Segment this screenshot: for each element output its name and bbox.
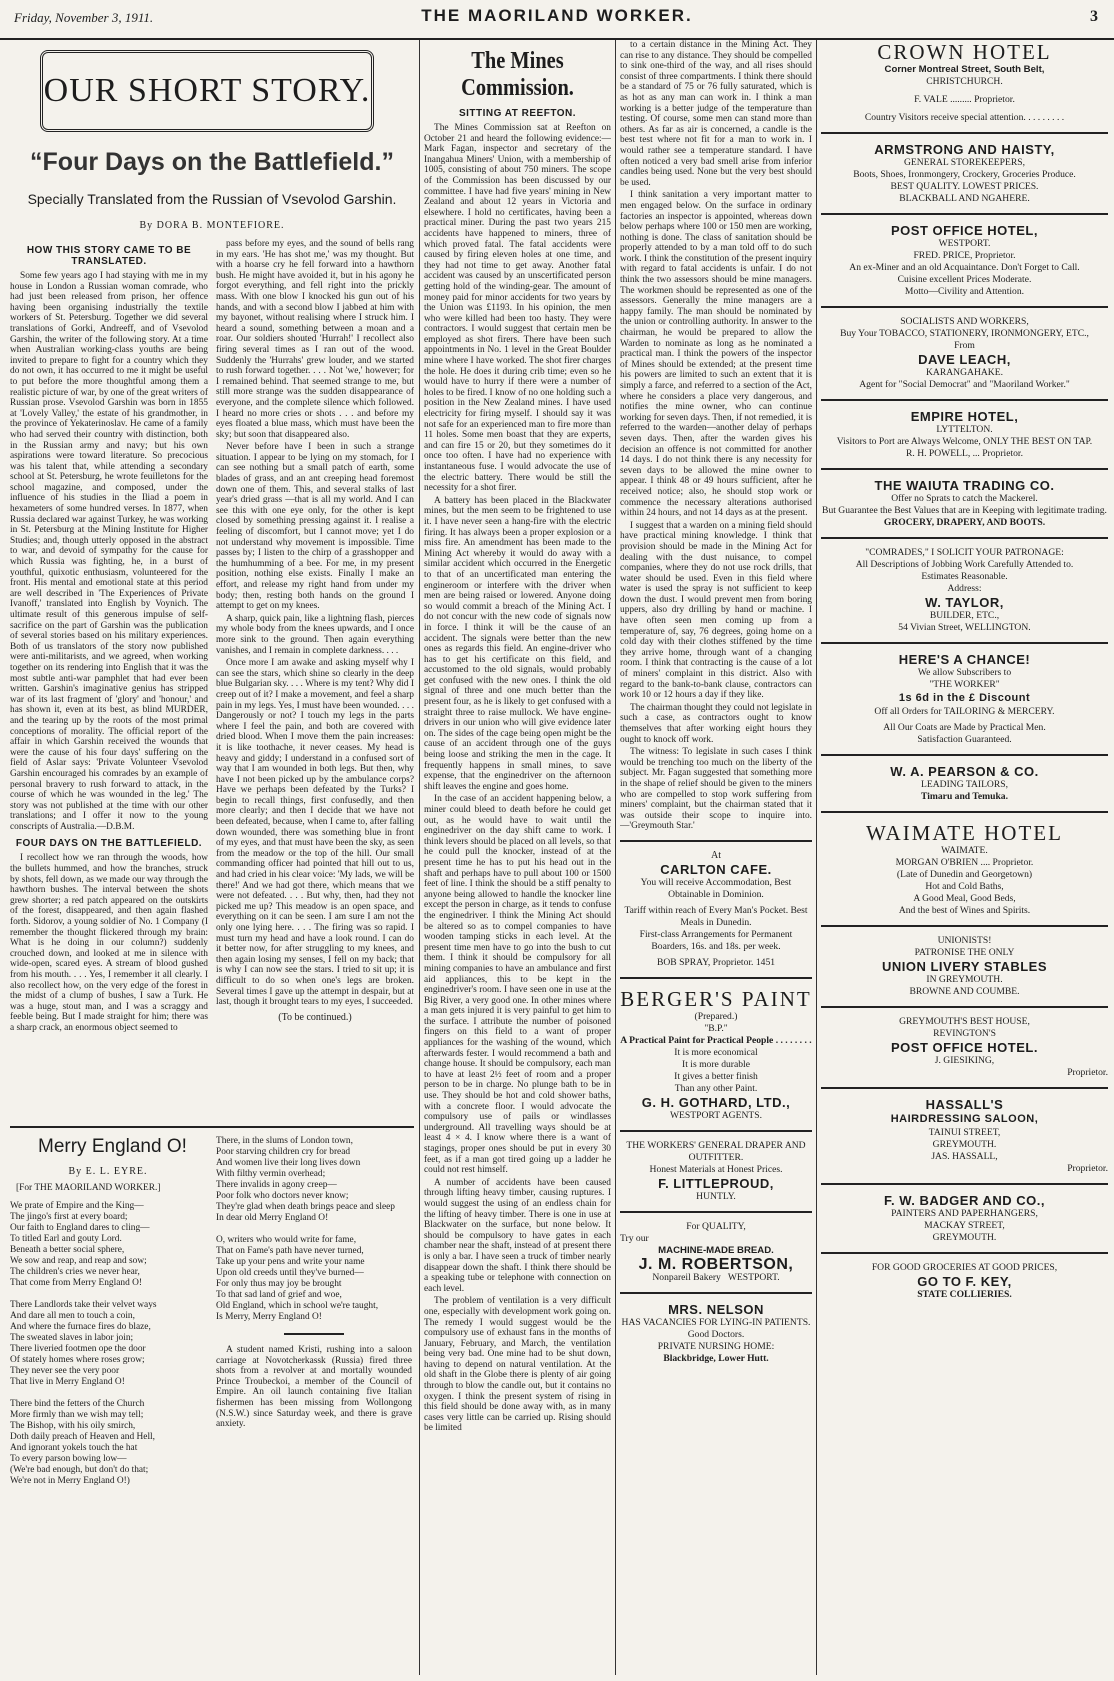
mines-paragraph: The witness: To legislate in such cases I think would be trenching too much on the liberty of the subject. Mr. Fagan suggested that something more in the shape of relief should be given to the miners who are compelled to stop work suffering from miners' complaint, but the chairman stated that it was outside their scope to inquire into.—'Greymouth Star.' [620, 747, 812, 832]
divider [620, 1130, 812, 1132]
ad-heading: THE WAIUTA TRADING CO. [874, 478, 1055, 493]
ad-text: F. VALE ......... Proprietor. [914, 94, 1015, 105]
story-col-2 [216, 239, 414, 1036]
ad-heading: W. TAYLOR, [925, 595, 1004, 610]
mines-paragraph: The problem of ventilation is a very difficult one, especially with development work going on. The remedy I would suggest would be the compulsory use of exhaust fans in the months of January, February, and March, the ventilation being very bad. One mine had to be shut down, having to depend on natural ventilation. At the old shaft in the Globe there is plenty of air going through to blow the candle out, but it contains no oxygen. I think the present system of rising in this field should be done away with, as in many cases very little can be carried up. Rising should be limited [424, 1296, 611, 1434]
poem-line: Doth daily preach of Heaven and Hell, [10, 1432, 155, 1442]
poem-line: There liveried footmen ope the door [10, 1344, 146, 1354]
story-paragraph: I recollect how we ran through the woods, how the bullets hummed, and how the branches, struck by shots, fell down, as we made our way through the hawthorn bushes. The interval between the shots grew shorter; a red patch appeared on the outskirts of the forest, disappeared, and then again flashed forth. Sidorov, a young soldier of No. 1 Company (I remember the thought flickered through my brain: What is he doing in our column?) suddenly crouched down, and looked at me in silence with wide-open, scared eyes. A stream of blood gushed from his mouth. . . . Yes, I remember it all clearly. I also recollect how, on the very edge of the forest in the midst of a clump of bushes, I saw a Turk. He was a huge, stout man, and I was a scraggy and feeble being. But I made straight for him; there was a sharp crack, an enormous object seemed to [10, 853, 208, 1033]
story-paragraph: pass before my eyes, and the sound of bells rang in my ears. 'He has shot me,' was my thought. But with a hoarse cry he fell forward into a hawthorn bush. He might have avoided it, but in his agony he forgot everything, and fell right into the prickly mass. With one blow I knocked his gun out of his hands, and with a second blow I jabbed at him with my bayonet, without realising where I struck him. I heard a sound, something between a moan and a roar. Our soldiers shouted 'Hurrah!' I recollect also firing several times as I ran out of the wood. Suddenly the 'Hurrahs' grew louder, and we started to rush forward together. . . . Not 'we,' however; for I remained behind. That seemed strange to me, but still more strange was the sudden disappearance of everyone, and the complete silence which followed. I heard no more cries or shots . . . and before my eyes floated a blue mass, which must have been the sky; but soon that disappeared also. [216, 239, 414, 440]
ad-text: (Prepared.) [694, 1010, 738, 1022]
ad-text: UNIONISTS! [937, 935, 992, 946]
ad-text: THE WORKERS' GENERAL DRAPER AND OUTFITTER. [626, 1139, 806, 1163]
divider [821, 306, 1108, 308]
story-banner [40, 50, 374, 132]
advertisements-column [821, 40, 1108, 1676]
masthead: THE MAORILAND WORKER. [421, 6, 693, 25]
ad-heading: HASSALL'S [925, 1097, 1004, 1112]
poem-line: They're glad when death brings peace and sleep [216, 1202, 395, 1212]
ad-text: Corner Montreal Street, South Belt, [884, 64, 1045, 75]
ad-carlton-cafe [620, 850, 812, 969]
ad-text: BOB SPRAY, Proprietor. [656, 956, 754, 968]
ad-text: We allow Subscribers to [917, 667, 1012, 678]
poem-line: The jingo's first at every board; [10, 1212, 128, 1222]
ad-heading: WAIMATE HOTEL [866, 821, 1063, 845]
poem-title: Merry England O! [38, 1136, 187, 1157]
ad-text: REVINGTON'S [933, 1028, 996, 1039]
poem-line: There, in the slums of London town, [216, 1136, 353, 1146]
ad-text: BUILDER, ETC., [929, 610, 1000, 621]
divider [821, 399, 1108, 401]
ad-text: GREYMOUTH. [932, 1139, 997, 1150]
ad-text: Timaru and Temuka. [921, 791, 1008, 802]
mines-paragraph: The chairman thought they could not legislate in such a case, as contractors ought to know themselves that after working eight hours they ought to knock off work. [620, 702, 812, 745]
poem-line: Old England, which in school we're taught, [216, 1301, 379, 1311]
ad-text: HAIRDRESSING SALOON, [890, 1113, 1039, 1125]
column-rule [419, 40, 420, 1675]
ad-union-livery [821, 935, 1108, 998]
ad-text: HUNTLY. [696, 1190, 736, 1202]
poem-line: Is Merry, Merry England O! [216, 1312, 322, 1322]
ad-text: BEST QUALITY. LOWEST PRICES. [890, 181, 1039, 192]
ad-bergers-paint [620, 987, 812, 1122]
ad-text: It gives a better finish [674, 1070, 758, 1082]
poem-line: They never see the very poor [10, 1366, 120, 1376]
ad-text: Visitors to Port are Always Welcome, ONLY THE BEST ON TAP. [836, 436, 1093, 447]
story-paragraph: A sharp, quick pain, like a lightning flash, pierces my whole body from the knees upwards, and I once more sink to the ground. Then again everything vanishes, and I remain in complete darkness. . . . [216, 613, 414, 656]
mines-paragraph: The Mines Commission sat at Reefton on October 21 and heard the following evidence:— Mark Fagan, inspector and secretary of the Inangahua Miners' Union, with a membership of 1005, consisting of about 750 miners. The scope of the Commission has been discussed by our committee. I have had five years' mining in New Zealand and about 12 years in Victoria and elsewhere. I hold no certificates, having been a practical miner. During the past two years 215 accidents have happened to miners, three of which proved fatal. The fatal accidents were caused by firing eleven holes at one time, and they had not time to get away. Another fatal accident was caused by an unscertificated person getting hold of the winding-gear. The amount of money paid for minor accidents for two years by the Union was £1193. In his opinion, the men who were killed had been too hasty. They were contractors. I would suggest that certain men be employed as shot firers. There have been such appointments in No. 1 level in the Great Boulder mine where I have worked. The shot firer charges the hole. He does it during crib time; even so he would have to hurry if there were a number of holes to be fired. I know of no one holding such a position in the New Zealand mines. I have used electricity for firing myself. I should say it was not safe for an experienced man to fire more than 11 holes. Some men boast that they are experts, and can fire 15 or 20, but they sometimes do it once too often. I have had no experience with instantaneous fuse. I would advocate the use of the electric battery. There would be still the necessity for a shot firer. [424, 123, 611, 494]
ad-w-taylor [821, 547, 1108, 634]
poem-stanzas [216, 1136, 412, 1323]
poem-line: There bind the fetters of the Church [10, 1399, 145, 1409]
poem-line: To that sad land of grief and woe, [216, 1290, 342, 1300]
ad-text: You will receive Accommodation, Best Obtainable in Dominion. [640, 876, 792, 900]
ad-heading: BERGER'S PAINT [620, 986, 812, 1011]
ad-text: GENERAL STOREKEEPERS, [904, 157, 1025, 168]
ad-text: MACKAY STREET, [924, 1220, 1005, 1231]
story-heading-2: FOUR DAYS ON THE BATTLEFIELD. [15, 838, 203, 850]
mines-title: The Mines Commission. [461, 48, 574, 101]
poem-line: There invalids in agony creep— [216, 1180, 337, 1190]
ad-waimate-hotel [821, 821, 1108, 917]
ad-heading: G. H. GOTHARD, LTD., [641, 1094, 791, 1110]
divider [620, 1211, 812, 1213]
poem-byline: By E. L. EYRE. [68, 1166, 148, 1177]
poem-line: And where the furnace fires do blaze, [10, 1322, 151, 1332]
ad-text: At [711, 849, 721, 861]
ad-text: Nonpareil Bakery [652, 1271, 721, 1283]
ad-heading: ARMSTRONG AND HAISTY, [874, 142, 1055, 157]
ad-text: PRIVATE NURSING HOME: [657, 1340, 775, 1352]
column-rule [816, 40, 817, 1675]
ad-text: "B.P." [704, 1022, 728, 1034]
poem-line: In dear old Merry England O! [216, 1213, 329, 1223]
ad-post-office-hotel-westport [821, 223, 1108, 298]
story-paragraph: Never before have I been in such a strange situation. I appear to be lying on my stomach, for I can see nothing but a small patch of earth, some blades of grass, and an ant creeping head foremost down one of them. This, and several stalks of last year's dried grass —that is all my world. And I can see this with one eye only, for the other is kept closed by something pressing against it. I realise a feeling of discomfort, but I cannot move; yet I do not understand why movement is impossible. Time passes by; I listen to the chirp of a grasshopper and the humhumming of a bee. For me, in my present position, nothing else exists. Finally I make an effort, and release my right hand from under my body; then, resting both hands on the ground I attempt to get on my knees. [216, 442, 414, 612]
divider [821, 642, 1108, 644]
divider [821, 1006, 1108, 1008]
ad-text: STATE COLLIERIES. [917, 1289, 1012, 1300]
story-paragraph: Some few years ago I had staying with me in my house in London a Russian woman comrade, who had just been released from prison, her offence having been organising industrially the textile workers of St. Petersburg. Together we did several translations of Gorki, Andreeff, and of Vsevolod Garshin, the writer of the following story. At a time when Australian working-class youths are being invited to prepare to fight for a country which they do not own, it has occurred to me it might be useful to put before the more thoughtful among them a realistic picture of war, by one of the great writers of Russian prose. Vsevolod Garshin was born in 1855 at 'Lovely Valley,' the estate of his grandmother, in the province of Yekaterinoslav. He came of a family who had served their country with distinction, both in the Russian army and navy; but his own aspirations were toward literature. So precocious was his talent that, while attending a secondary school at St. Petersburg, he wrote feuilletons for the school magazine, and composed, under the influence of his studies in the Iliad a poem in hexameters of some hundred verses. In 1877, when Russia declared war against Turkey, he was working in St. Petersburg at the Mining Institute for Higher Studies; and, though utterly opposed in the abstract to war, and devoid of sympathy for the cause for which Russia was fighting, he, in a burst of youthful, quixotic enthusiasm, volunteered for the front. His mental and emotional state at this period are well described in 'The Experiences of Private Ivanoff,' translated into English by Voynich. The ultimate result of this generous impulse of self-sacrifice on the part of Garshin was the publication of several stories based on his military experiences. Both of us translators of the story now published were anti-militarists, and we agreed, when working together on its rendering into English that it was the most subtle anti-war pamphlet that had ever been written. Garshin's imaginative genius has stripped war of its last fragment of 'glory' and 'honour,' and has shown it, even at its best, as blind MURDER, and the tearing up by the roots of the most primal conceptions of morality. The official report of the affair in which Garshin received the wounds that were the cause of his four days' suffering on the field of Aslar says: 'Private Volunteer Vsevolod Garshin encouraged his comrades by an example of personal bravery to rush forward to attack, in the course of which he was wounded in the leg.' The story was not published at the time with our other translations; and I offer it now to the young conscripts of Australia.—D.B.M. [10, 271, 208, 832]
ad-number: 1451 [755, 956, 776, 968]
column-rule [615, 40, 616, 1675]
ad-text: Agent for "Social Democrat" and "Maoriland Worker." [859, 379, 1070, 390]
divider [284, 1333, 344, 1335]
ad-heres-a-chance [821, 652, 1108, 746]
ad-text: 1s 6d in the £ Discount [898, 692, 1031, 704]
divider [821, 468, 1108, 470]
ad-bread [620, 1221, 812, 1284]
ad-text: Blackbridge, Lower Hutt. [663, 1352, 769, 1364]
poem-line: Poor folk who doctors never know; [216, 1191, 349, 1201]
poem-col-1 [10, 1128, 206, 1495]
mines-subhead: SITTING AT REEFTON. [458, 108, 577, 119]
ad-text: R. H. POWELL, ... Proprietor. [906, 448, 1023, 459]
poem-col-2 [216, 1128, 412, 1495]
ad-text: BLACKBALL AND NGAHERE. [899, 193, 1030, 204]
ad-text: All Our Coats are Made by Practical Men. [883, 722, 1046, 733]
ad-text: Cuisine excellent Prices Moderate. [897, 274, 1032, 285]
poem-line: (We're bad enough, but don't do that; [10, 1465, 149, 1475]
story-col-1 [10, 239, 208, 1036]
ad-heading: J. M. ROBERTSON, [638, 1255, 794, 1273]
ad-heading: CROWN HOTEL [877, 40, 1052, 64]
poem-line: Our faith to England dares to cling— [10, 1223, 150, 1233]
ad-heading: W. A. PEARSON & CO. [890, 764, 1039, 779]
to-be-continued: (To be continued.) [278, 1011, 352, 1023]
poem-line: To titled Earl and gouty Lord. [10, 1234, 122, 1244]
ad-f-key [821, 1262, 1108, 1301]
ad-heading: UNION LIVERY STABLES [881, 959, 1048, 974]
ad-text: Country Visitors receive special attention. . . . . . . . . [864, 112, 1065, 123]
ad-text: And the best of Wines and Spirits. [898, 905, 1031, 916]
ad-heading: POST OFFICE HOTEL. [891, 1040, 1038, 1055]
ad-heading: F. W. BADGER AND CO., [884, 1193, 1045, 1208]
poem-line: The sweated slaves in labor join; [10, 1333, 134, 1343]
poem-line: The children's cries we never hear, [10, 1267, 140, 1277]
ad-text: A Practical Paint for Practical People . . . . . . . . [620, 1034, 812, 1046]
news-item: A student named Kristi, rushing into a saloon carriage at Novotcherkassk (Russia) fired three shots from a revolver at and mortally wounded Prince Troubeckoi, a member of the Council of Empire. An oil launch containing five Italian fishermen has been missing from Wollongong (N.S.W.) since Saturday week, and there is grave anxiety. [216, 1345, 412, 1430]
ad-text: BROWNE AND COUMBE. [909, 986, 1020, 997]
poem-line: There Landlords take their velvet ways [10, 1300, 157, 1310]
divider [821, 1183, 1108, 1185]
ad-text: An ex-Miner and an old Acquaintance. Don't Forget to Call. [849, 262, 1080, 273]
poem-stanzas [10, 1201, 206, 1487]
ad-text: "THE WORKER" [929, 679, 1000, 690]
poem-line: That live in Merry England O! [10, 1377, 125, 1387]
poem-line: We sow and reap, and reap and sow; [10, 1256, 147, 1266]
ad-crown-hotel [821, 40, 1108, 124]
mines-paragraph: I think sanitation a very important matter to men engaged below. On the surface in ordinary factories an inspector is appointed, whereas down below perhaps where 100 or 150 men are working, nothing is done. The class of sanitation should be properly attended to by a man told off to do such work. I think the constitution of the present inquiry with regard to fatal accidents is unfair. I do not think the two assessors should be mine managers. The workmen should be represented as one of the assessors. Generally the mine managers are a happy family. The man should be nominated by the union or controlling authority. In answer to the chairman, he would be prepared to allow the Warden to nominate as long as he nominated a practical man. I think the powers of the inspector of Mines should be extended; at the present time his powers are limited to such an extent that it is simply a farce, and referred to a section of the Act, where he considers a place very dangerous, and notifies the mine owner, who can continue working for seven days. Then, if not remedied, it is referred to the warden—another delay of perhaps seven days. Then, after the warden gives his decision an offence is not committed for another 14 days. I do not think there is any necessity for seven days to be allowed the mine owner to appear. I think 48 or 49 hours sufficient, after he received notice; also, he should stop work or commence the necessary alterations authorised within 24 hours, and not 14 days as at the present. [620, 190, 812, 519]
ad-text: PATRONISE THE ONLY [914, 947, 1015, 958]
ad-text: (Late of Dunedin and Georgetown) [896, 869, 1033, 880]
poem-line: To every parson bowing low— [10, 1454, 127, 1464]
ad-text: JAS. HASSALL, [931, 1151, 998, 1162]
short-story [10, 40, 414, 1120]
mines-paragraph: In the case of an accident happening below, a miner could bleed to death before he could get out, as he would have to wait until the enginedriver on the day shift came to work. I think levers should be placed on all levels, so that he could pull the knocker, instead of at the present time he has to put his head out in the shaft and perhaps have to pull about 100 or 1500 feet of line. I think the should be a stiff penalty to anyone being allowed to handle the knocker line except the person in charge, as it tends to confuse the enginedriver. I think the Mining Act should be altered so as to compel companies to have wooden tamping sticks in each level. At the present time men have to go into the bush to cut them. I think it should be compulsory for all mining companies to have an ambulance and first aid appliances, this to be kept in the enginedriver's room. I have seen one in use at the Big River, a very good one. In other mines where a man gets injured it is very painful to get him to the surface. I attribute the number of poisoned fingers on this field to a want of proper appliances for the washing of the wound, which afterwards fester. I would recommend a bath and change house. It should be compulsory, each man to have at least 2½ feet of room and a proper person to be in charge. No plunge bath to be in use. They should be hot and cold shower baths, with a concrete floor. I would advocate the compulsory use of pails or windlasses underground. All travelling ways should be at least 4 × 4. I know where there is a want of stagings, proper ones should be put in every 30 feet, as if a man got tired going up a ladder he could not rest himself. [424, 794, 611, 1176]
story-heading-1: HOW THIS STORY CAME TO BE TRANSLATED. [26, 245, 192, 267]
ad-text: From [954, 340, 975, 351]
ad-text: Tariff within reach of Every Man's Pocket. Best Meals in Dunedin. [624, 904, 808, 928]
divider [620, 977, 812, 979]
ad-text: WAIMATE. [941, 845, 988, 856]
ad-pearson [821, 764, 1108, 803]
ad-text: SOCIALISTS AND WORKERS, [900, 316, 1029, 327]
mines-paragraph: A battery has been placed in the Blackwater mines, but the men seem to be frightened to use it. I have never seen a hang-fire with the electric firing. It has always been a proper explosion or a miss fire. An amendment has been made to the Mining Act whereby it would do away with a similar accident which occurred in the Energetic to that of an uncertificated man entering the engineroom or interfere with the driver when men are being raised or lowered. Anyone doing so would commit a breach of the Mining Act. I do not concur with the new code of signals now in force. I think it will be the cause of an accident. The signals were better than the new ones as regards this field. An engine-driver who has to get his certificate on this field, and accustomed to the old signals, would probably get confused with the new ones. I think the old signal of three and one much better than the present four, as he is likely to get confused with a straight three to raise mullock. We have engine-drivers in our union who will give evidence later on. The sides of the cage being open might be the cause of an accident through one of the guys being loose and striking the men in the cage. It frequently happens in small mines, to save expense, that the enginedriver on the afternoon shift leaves the engine and goes home. [424, 495, 611, 792]
poem-line: Poor starving children cry for bread [216, 1147, 351, 1157]
poem-line: We're not in Merry England O!) [10, 1476, 130, 1486]
poem-line: And ignorant yokels touch the hat [10, 1443, 138, 1453]
ad-mrs-nelson [620, 1302, 812, 1365]
ad-text: J. GIESIKING, [934, 1055, 995, 1066]
poem-line: We prate of Empire and the King— [10, 1201, 144, 1211]
poem-line [10, 1388, 206, 1399]
ad-text: Proprietor. [1067, 1067, 1108, 1078]
ad-text: 54 Vivian Street, WELLINGTON. [898, 622, 1031, 633]
poem-line: More firmly than we wish may tell; [10, 1410, 144, 1420]
ad-text: Proprietor. [1067, 1163, 1108, 1174]
ad-text: Motto—Civility and Attention. [904, 286, 1025, 297]
divider [821, 1252, 1108, 1254]
issue-date: Friday, November 3, 1911. [14, 10, 154, 25]
ad-text: HAS VACANCIES FOR LYING-IN PATIENTS. Good Doctors. [621, 1316, 811, 1340]
ad-text: It is more economical [674, 1046, 758, 1058]
page-number: 3 [1090, 8, 1098, 25]
ad-empire-hotel [821, 409, 1108, 460]
ad-text: CHRISTCHURCH. [926, 76, 1003, 87]
ad-text: "COMRADES," I SOLICIT YOUR PATRONAGE: [865, 547, 1064, 558]
ad-text: All Descriptions of Jobbing Work Carefully Attended to. [855, 559, 1074, 570]
mines-commission [424, 40, 611, 1676]
ad-heading: HERE'S A CHANCE! [898, 652, 1031, 667]
ad-workers-draper [620, 1140, 812, 1203]
ad-heading: F. LITTLEPROUD, [658, 1175, 774, 1191]
divider [821, 754, 1108, 756]
ad-waiuta-trading [821, 478, 1108, 529]
poem-line: With filthy vermin overhead; [216, 1169, 326, 1179]
divider [821, 213, 1108, 215]
ad-text: GROCERY, DRAPERY, AND BOOTS. [883, 517, 1046, 528]
ad-text: LEADING TAILORS, [921, 779, 1008, 790]
poem-line: Beneath a better social sphere, [10, 1245, 125, 1255]
banner-text: OUR SHORT STORY. [43, 72, 371, 109]
mines-paragraph: I suggest that a warden on a mining field should have practical mining knowledge. I think that provision should be made in the Mining Act for dealing with the dust nuisance, to compel companies, where they do not use rock drills, that water should be used. Even in this field where water is used the spray is not sufficient to keep down the dust. I would prevent men from boring uppers, also dry drilling by hand or machine. I have often seen men coming up from a temperature of, say, 76 degrees, going home on a cold day with their clothes stiffened by the time they arrive home, through want of a changing room. I think that contracting is the cause of a lot of miners' complaint in this district. Also with regard to the bank-to-bank clause, contractors can work 10 or 12 hours a day if they like. [620, 520, 812, 701]
ad-text: Hot and Cold Baths, [925, 881, 1004, 892]
page-header [0, 0, 1114, 40]
ad-text: Buy Your TOBACCO, STATIONERY, IRONMONGERY, ETC., [840, 328, 1089, 339]
ad-text: Off all Orders for TAILORING & MERCERY. [874, 706, 1055, 717]
divider [620, 840, 812, 842]
ad-heading: GO TO F. KEY, [917, 1274, 1012, 1289]
ad-text: Boots, Shoes, Ironmongery, Crockery, Groceries Produce. [853, 169, 1076, 180]
poem-line [10, 1289, 206, 1300]
story-byline: By DORA B. MONTEFIORE. [139, 220, 285, 231]
ad-text: First-class Arrangements for Permanent Boarders, 16s. and 18s. per week. [639, 928, 793, 952]
ad-text: A Good Meal, Good Beds, [913, 893, 1016, 904]
ad-text: TAINUI STREET, [928, 1127, 1001, 1138]
ad-text: Address: [947, 583, 982, 594]
ad-heading: CARLTON CAFE. [660, 861, 772, 877]
ad-text: It is more durable [682, 1058, 750, 1070]
ad-text: WESTPORT. [727, 1271, 780, 1283]
ad-text: PAINTERS AND PAPERHANGERS, [891, 1208, 1038, 1219]
ad-text: FOR GOOD GROCERIES AT GOOD PRICES, [871, 1262, 1058, 1273]
ad-text: GREYMOUTH. [932, 1232, 997, 1243]
ad-heading: MRS. NELSON [668, 1301, 764, 1317]
ad-text: But Guarantee the Best Values that are in Keeping with legitimate trading. [822, 505, 1107, 516]
divider [821, 132, 1108, 134]
poem-line [216, 1224, 412, 1235]
divider [821, 1087, 1108, 1089]
ad-text: Try our [620, 1232, 649, 1244]
ad-text: LYTTELTON. [936, 424, 993, 435]
divider [821, 925, 1108, 927]
poem-section [10, 1126, 414, 1678]
ad-text: WESTPORT. [938, 238, 991, 249]
mines-paragraph: to a certain distance in the Mining Act. They can rise to any distance. They should be compelled to sink one-third of the way, and all rises should consist of three compartments. I think there should be a standard of 75 or 76 fully saturated, which is as hot as any man can work in. I think a man working is a better judge of the temperature than testing. Of course, some men can stand more than others. As far as air is concerned, a candle is the best test where not fit for a man to work in. I would rather see a temperature standard. I have often noticed a very bad smell arise from inferior candles being used. None but the very best should be used. [620, 40, 812, 188]
ad-text: Estimates Reasonable. [921, 571, 1008, 582]
middle-column [620, 40, 812, 1676]
divider [821, 537, 1108, 539]
poem-line: Upon old creeds until they've burned— [216, 1268, 364, 1278]
ad-text: MORGAN O'BRIEN .... Proprietor. [895, 857, 1034, 868]
ad-text: Satisfaction Guaranteed. [917, 734, 1012, 745]
ad-text: Offer no Sprats to catch the Mackerel. [891, 493, 1038, 504]
ad-heading: DAVE LEACH, [918, 352, 1011, 367]
story-subtitle: Specially Translated from the Russian of Vsevolod Garshin. [27, 191, 397, 207]
story-paragraph: Once more I am awake and asking myself why I can see the stars, which shine so clearly in the deep blue Bulgarian sky. . . . Where is my tent? Why did I creep out of it? I make a movement, and feel a sharp pain in my legs. Yes, I must have been wounded. . . . Dangerously or not? I touch my legs in the parts where I feel the pain, and both are covered with dried blood. When I move them the pain increases: it is like toothache, it never ceases. My head is heavy and giddy; I understand in a confused sort of way that I am wounded in both legs. But then, why have I not been picked up by the ambulance corps? Have we perhaps been defeated by the Turks? I begin to recall things, first confusedly, and then more clearly; and then I decide that we have not been defeated, because, when I came to, after falling down wounded, there was something blue in front of my eyes, and that must have been the sky, as seen from the meadow or the top of the hill. Our small commanding officer had pointed that hill out to us, and had cried in his clear voice: 'My lads, we will be there!' And we had got there, which means that we were not defeated. . . . But why, then, had they not picked me up? This meadow is an open space, and everything on it can be seen. I am sure I am not the only one lying here. . . . The firing was so rapid. I must turn my head and have a look round. I can do it better now, for after struggling to my knees, and then again losing my senses, I fell on my back; that is why I can now see the stars. I tried to sit up; it is difficult to do so when one's legs are broken. Several times I gave up the attempt in despair, but at last, though it brought tears to my eyes, I succeeded. [216, 658, 414, 1008]
ad-heading: EMPIRE HOTEL, [910, 409, 1019, 424]
ad-hassalls [821, 1097, 1108, 1175]
divider [620, 1292, 812, 1294]
ad-text: MACHINE-MADE BREAD. [658, 1244, 774, 1256]
ad-text: WESTPORT AGENTS. [670, 1109, 762, 1121]
poem-line: That on Fame's path have never turned, [216, 1246, 364, 1256]
ad-dave-leach [821, 316, 1108, 391]
ad-heading: POST OFFICE HOTEL, [891, 223, 1038, 238]
divider [821, 811, 1108, 813]
poem-line: Take up your pens and write your name [216, 1257, 365, 1267]
mines-paragraph: A number of accidents have been caused through lifting heavy timber, causing ruptures. I would suggest the using of an endless chain for the lifting of heavy timber. There is one in use at Blackwater on the surface, but none below. It should be compulsory to have gates in each chamber near the shaft, instead of at present there is only a bar. I have seen a truck of timber nearly disappear down the shaft. I think there should be a speaking tube or telephone with connection on each level. [424, 1177, 611, 1294]
poem-credit: [For THE MAORILAND WORKER.] [16, 1183, 161, 1193]
poem-line: O, writers who would write for fame, [216, 1235, 357, 1245]
poem-line: That come from Merry England O! [10, 1278, 142, 1288]
ad-badger [821, 1193, 1108, 1244]
ad-text: KARANGAHAKE. [925, 367, 1003, 378]
ad-text: IN GREYMOUTH. [926, 974, 1003, 985]
poem-line: And women live their long lives down [216, 1158, 361, 1168]
poem-line: The Bishop, with his oily smirch, [10, 1421, 136, 1431]
ad-text: For QUALITY, [686, 1220, 746, 1232]
story-title: “Four Days on the Battlefield.” [30, 148, 394, 176]
ad-text: GREYMOUTH'S BEST HOUSE, [899, 1016, 1030, 1027]
ad-revingtons [821, 1016, 1108, 1079]
ad-text: Honest Materials at Honest Prices. [649, 1163, 783, 1175]
poem-line: And dare all men to touch a coin, [10, 1311, 135, 1321]
ad-text: FRED. PRICE, Proprietor. [913, 250, 1016, 261]
poem-line: Of stately homes where roses grow; [10, 1355, 145, 1365]
ad-armstrong-haisty [821, 142, 1108, 205]
poem-line: For only thus may joy be brought [216, 1279, 342, 1289]
ad-text: Than any other Paint. [674, 1082, 758, 1094]
